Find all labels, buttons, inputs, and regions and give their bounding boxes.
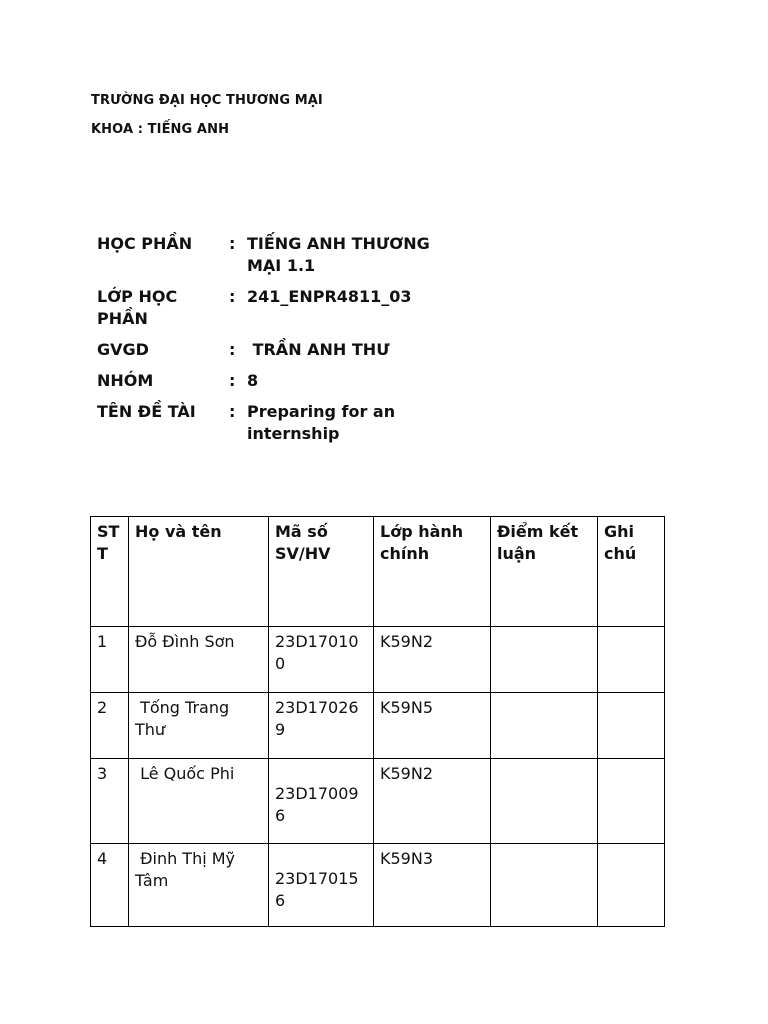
school-name: TRƯỜNG ĐẠI HỌC THƯƠNG MẠI	[91, 93, 323, 108]
info-row-lecturer	[97, 339, 452, 361]
member-table	[90, 516, 665, 927]
cell-class: K59N2	[374, 627, 491, 693]
info-colon: :	[229, 234, 236, 253]
cell-student-id: 23D170269	[269, 693, 374, 759]
header-score: Điểm kết luận	[491, 517, 598, 627]
header-name: Họ và tên	[129, 517, 269, 627]
cell-stt: 1	[91, 627, 129, 693]
cell-student-id: 23D170156	[275, 869, 359, 910]
info-colon: :	[229, 340, 236, 359]
header-note: Ghi chú	[598, 517, 665, 627]
cell-student-id-wrap	[269, 844, 374, 927]
info-value-topic: Preparing for an internship	[247, 402, 396, 443]
info-value-class: 241_ENPR4811_03	[247, 287, 412, 306]
info-label: GVGD	[97, 340, 149, 359]
header-stt: STT	[91, 517, 129, 627]
cell-stt: 4	[91, 844, 129, 927]
info-value-lecturer: TRẦN ANH THƯ	[247, 340, 390, 359]
info-label: HỌC PHẦN	[97, 234, 193, 253]
course-info	[97, 233, 452, 454]
cell-name: Đinh Thị Mỹ Tâm	[129, 844, 269, 927]
table-row	[91, 759, 665, 844]
info-label: TÊN ĐỀ TÀI	[97, 402, 196, 421]
info-label: NHÓM	[97, 371, 154, 390]
header-class: Lớp hành chính	[374, 517, 491, 627]
cell-stt: 2	[91, 693, 129, 759]
cell-score	[491, 844, 598, 927]
cell-note	[598, 759, 665, 844]
info-colon: :	[229, 371, 236, 390]
table-row	[91, 627, 665, 693]
info-colon: :	[229, 402, 236, 421]
cell-class: K59N5	[374, 693, 491, 759]
table-row	[91, 844, 665, 927]
cell-student-id-wrap	[269, 759, 374, 844]
cell-name: Lê Quốc Phi	[129, 759, 269, 844]
cell-student-id: 23D170100	[269, 627, 374, 693]
table-row	[91, 693, 665, 759]
table-header-row	[91, 517, 665, 627]
info-row-course	[97, 233, 452, 277]
faculty-name: KHOA : TIẾNG ANH	[91, 122, 230, 137]
info-row-class	[97, 286, 452, 330]
cell-stt: 3	[91, 759, 129, 844]
cell-student-id: 23D170096	[275, 784, 359, 825]
info-value-course: TIẾNG ANH THƯƠNG MẠI 1.1	[247, 234, 430, 275]
info-label: LỚP HỌC PHẦN	[97, 287, 178, 328]
info-colon: :	[229, 287, 236, 306]
header-student-id: Mã số SV/HV	[269, 517, 374, 627]
cell-note	[598, 627, 665, 693]
info-row-group	[97, 370, 452, 392]
info-value-group: 8	[247, 371, 259, 390]
cell-score	[491, 759, 598, 844]
cell-class: K59N2	[374, 759, 491, 844]
cell-class: K59N3	[374, 844, 491, 927]
cell-score	[491, 627, 598, 693]
cell-score	[491, 693, 598, 759]
cell-name: Tống Trang Thư	[129, 693, 269, 759]
cell-note	[598, 693, 665, 759]
info-row-topic	[97, 401, 452, 445]
cell-name: Đỗ Đình Sơn	[129, 627, 269, 693]
cell-note	[598, 844, 665, 927]
